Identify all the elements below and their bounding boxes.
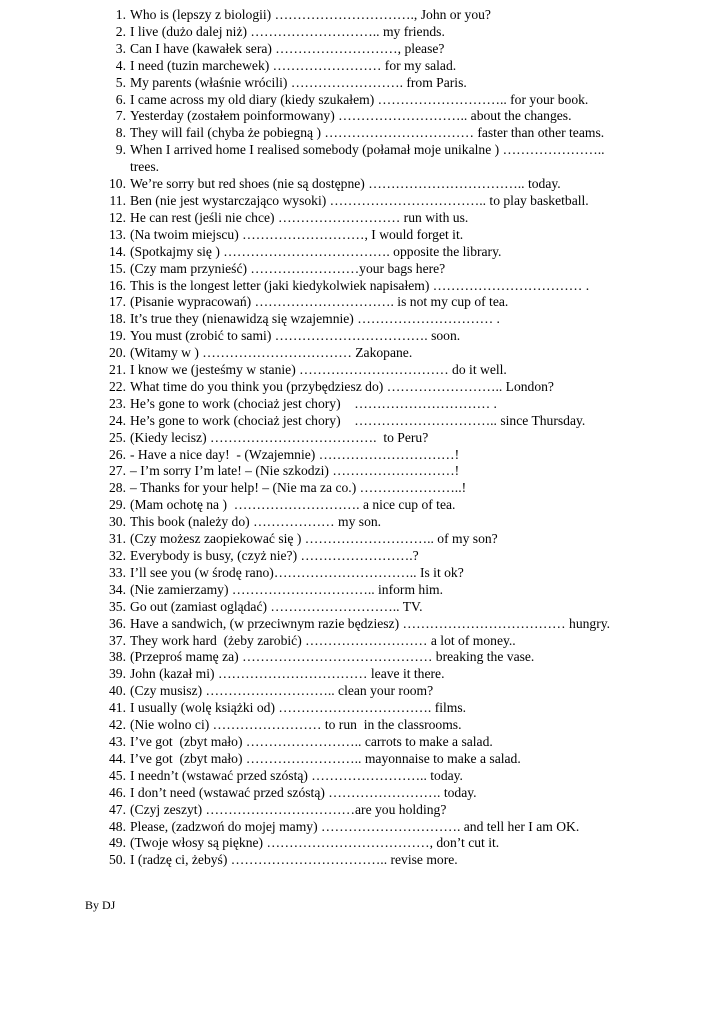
exercise-sentence: They will fail (chyba że pobiegną ) …………………………… faster than other teams. [130,125,605,141]
exercise-item [103,480,703,497]
exercise-item [103,514,703,531]
exercise-number: 45. [109,767,126,783]
exercise-item [103,7,703,24]
exercise-item [103,548,703,565]
exercise-number: 42. [109,717,126,733]
exercise-sentence: I don’t need (wstawać przed szóstą) ……………………. today. [130,784,477,800]
exercise-sentence: (Nie zamierzamy) ………………………….. inform him. [130,581,443,597]
exercise-number: 38. [109,649,126,665]
exercise-item [103,531,703,548]
exercise-sentence: Go out (zamiast oglądać) ……………………….. TV. [130,598,423,614]
author-footer: By DJ [85,898,116,912]
exercise-item [103,396,703,413]
exercise-list [103,7,703,869]
exercise-number: 44. [109,750,126,766]
exercise-sentence: We’re sorry but red shoes (nie są dostępne) …………………………….. today. [130,176,561,192]
exercise-item [103,142,703,176]
exercise-sentence: This book (należy do) ……………… my son. [130,514,382,530]
exercise-item [103,683,703,700]
exercise-number: 36. [109,615,126,631]
exercise-number: 25. [109,429,126,445]
exercise-number: 2. [115,23,126,39]
exercise-sentence: Have a sandwich, (w przeciwnym razie będziesz) ……………………………… hungry. [130,615,611,631]
exercise-number: 35. [109,598,126,614]
exercise-item [103,345,703,362]
exercise-sentence: (Na twoim miejscu) ………………………, I would forget it. [130,226,464,242]
exercise-sentence: I need (tuzin marchewek) …………………… for my salad. [130,57,457,73]
exercise-item [103,768,703,785]
exercise-item [103,75,703,92]
exercise-number: 26. [109,446,126,462]
exercise-number: 11. [109,192,126,208]
exercise-sentence: (Czy możesz zaopiekować się ) ……………………….. of my son? [130,531,498,547]
exercise-item [103,193,703,210]
exercise-number: 33. [109,564,126,580]
exercise-number: 16. [109,277,126,293]
exercise-item [103,176,703,193]
exercise-number: 8. [115,125,126,141]
exercise-item [103,24,703,41]
exercise-item [103,294,703,311]
exercise-sentence: Ben (nie jest wystarczająco wysoki) …………………………….. to play basketball. [130,192,589,208]
exercise-number: 22. [109,378,126,394]
exercise-sentence: (Przeproś mamę za) …………………………………… breaking the vase. [130,649,535,665]
exercise-sentence: He’s gone to work (chociaż jest chory) ………………………… . [130,395,497,411]
exercise-sentence: I’ve got (zbyt mało) …………………….. mayonnaise to make a salad. [130,750,521,766]
exercise-sentence: Can I have (kawałek sera) ………………………, please? [130,40,445,56]
exercise-sentence: It’s true they (nienawidzą się wzajemnie) ………………………… . [130,311,500,327]
exercise-number: 31. [109,531,126,547]
exercise-number: 29. [109,497,126,513]
exercise-item [103,785,703,802]
exercise-item [103,244,703,261]
exercise-number: 10. [109,176,126,192]
exercise-item [103,835,703,852]
exercise-sentence: Who is (lepszy z biologii) …………………………., John or you? [130,7,491,22]
exercise-number: 3. [115,40,126,56]
exercise-number: 17. [109,294,126,310]
exercise-item [103,497,703,514]
exercise-item [103,616,703,633]
exercise-number: 7. [115,108,126,124]
exercise-item [103,700,703,717]
exercise-sentence: – Thanks for your help! – (Nie ma za co.) …………………..! [130,480,467,496]
exercise-number: 5. [115,74,126,90]
exercise-number: 49. [109,835,126,851]
exercise-number: 50. [109,852,126,868]
exercise-sentence: (Nie wolno ci) …………………… to run in the classrooms. [130,717,462,733]
exercise-item [103,447,703,464]
exercise-item [103,379,703,396]
exercise-sentence: I usually (wolę książki od) ……………………………. films. [130,700,467,716]
exercise-number: 43. [109,733,126,749]
exercise-number: 15. [109,260,126,276]
exercise-item [103,227,703,244]
exercise-sentence: This is the longest letter (jaki kiedykolwiek napisałem) …………………………… . [130,277,590,293]
exercise-sentence: (Witamy w ) …………………………… Zakopane. [130,345,413,361]
exercise-sentence: When I arrived home I realised somebody (połamał moje unikalne ) ………………….. trees. [130,142,605,175]
exercise-sentence: He’s gone to work (chociaż jest chory) ………………………….. since Thursday. [130,412,586,428]
exercise-item [103,430,703,447]
exercise-item [103,852,703,869]
exercise-item [103,666,703,683]
exercise-item [103,819,703,836]
exercise-number: 23. [109,395,126,411]
exercise-sentence: They work hard (żeby zarobić) ……………………… a lot of money.. [130,632,516,648]
exercise-number: 6. [115,91,126,107]
exercise-number: 46. [109,784,126,800]
exercise-item [103,802,703,819]
exercise-item [103,278,703,295]
exercise-number: 19. [109,328,126,344]
exercise-number: 24. [109,412,126,428]
exercise-sentence: Yesterday (zostałem poinformowany) ……………………….. about the changes. [130,108,572,124]
exercise-number: 39. [109,666,126,682]
exercise-number: 37. [109,632,126,648]
exercise-sentence: I live (dużo dalej niż) ……………………….. my friends. [130,23,445,39]
exercise-number: 41. [109,700,126,716]
exercise-item [103,717,703,734]
exercise-sentence: I know we (jesteśmy w stanie) …………………………… do it well. [130,362,507,378]
exercise-number: 30. [109,514,126,530]
exercise-number: 4. [115,57,126,73]
exercise-number: 13. [109,226,126,242]
exercise-sentence: - Have a nice day! - (Wzajemnie) …………………………! [130,446,460,462]
exercise-item [103,751,703,768]
exercise-number: 18. [109,311,126,327]
exercise-number: 21. [109,362,126,378]
exercise-sentence: Please, (zadzwoń do mojej mamy) …………………………. and tell her I am OK. [130,818,580,834]
exercise-item [103,41,703,58]
exercise-sentence: (Kiedy lecisz) ………………………………. to Peru? [130,429,429,445]
exercise-item [103,599,703,616]
exercise-number: 34. [109,581,126,597]
exercise-number: 12. [109,209,126,225]
exercise-item [103,311,703,328]
exercise-number: 47. [109,801,126,817]
exercise-sentence: I needn’t (wstawać przed szóstą) …………………….. today. [130,767,463,783]
exercise-sentence: (Czy musisz) ……………………….. clean your room? [130,683,434,699]
exercise-item [103,565,703,582]
exercise-sentence: Everybody is busy, (czyż nie?) …………………….? [130,548,419,563]
exercise-item [103,413,703,430]
exercise-item [103,328,703,345]
exercise-item [103,210,703,227]
exercise-sentence: (Twoje włosy są piękne) ………………………………, don’t cut it. [130,835,500,851]
exercise-number: 20. [109,345,126,361]
exercise-sentence: I came across my old diary (kiedy szukałem) ……………………….. for your book. [130,91,589,107]
exercise-sentence: I’ll see you (w środę rano)………………………….. Is it ok? [130,564,464,580]
exercise-number: 14. [109,243,126,259]
exercise-number: 32. [109,548,126,563]
exercise-item [103,734,703,751]
exercise-sentence: I (radzę ci, żebyś) …………………………….. revise more. [130,852,458,868]
exercise-sentence: – I’m sorry I’m late! – (Nie szkodzi) ………………………! [130,463,460,479]
exercise-number: 40. [109,683,126,699]
exercise-number: 9. [115,142,126,158]
exercise-item [103,92,703,109]
exercise-number: 27. [109,463,126,479]
exercise-sentence: My parents (właśnie wrócili) ……………………. from Paris. [130,74,467,90]
exercise-item [103,261,703,278]
exercise-sentence: You must (zrobić to sami) ……………………………. soon. [130,328,461,344]
exercise-number: 28. [109,480,126,496]
exercise-item [103,58,703,75]
exercise-sentence: John (kazał mi) …………………………… leave it there. [130,666,445,682]
exercise-sentence: He can rest (jeśli nie chce) ……………………… run with us. [130,209,469,225]
exercise-number: 1. [115,7,126,22]
exercise-item [103,649,703,666]
exercise-item [103,125,703,142]
exercise-item [103,633,703,650]
exercise-sentence: (Czy mam przynieść) ……………………your bags here? [130,260,446,276]
exercise-item [103,463,703,480]
exercise-sentence: (Spotkajmy się ) ………………………………. opposite the library. [130,243,502,259]
exercise-sentence: What time do you think you (przybędziesz do) …………………….. London? [130,378,554,394]
exercise-item [103,362,703,379]
exercise-item [103,108,703,125]
exercise-number: 48. [109,818,126,834]
exercise-item [103,582,703,599]
exercise-sentence: (Pisanie wypracowań) …………………………. is not my cup of tea. [130,294,509,310]
exercise-sentence: I’ve got (zbyt mało) …………………….. carrots to make a salad. [130,733,493,749]
exercise-sentence: (Mam ochotę na ) ………………………. a nice cup of tea. [130,497,456,513]
exercise-sentence: (Czyj zeszyt) ……………………………are you holding? [130,801,447,817]
